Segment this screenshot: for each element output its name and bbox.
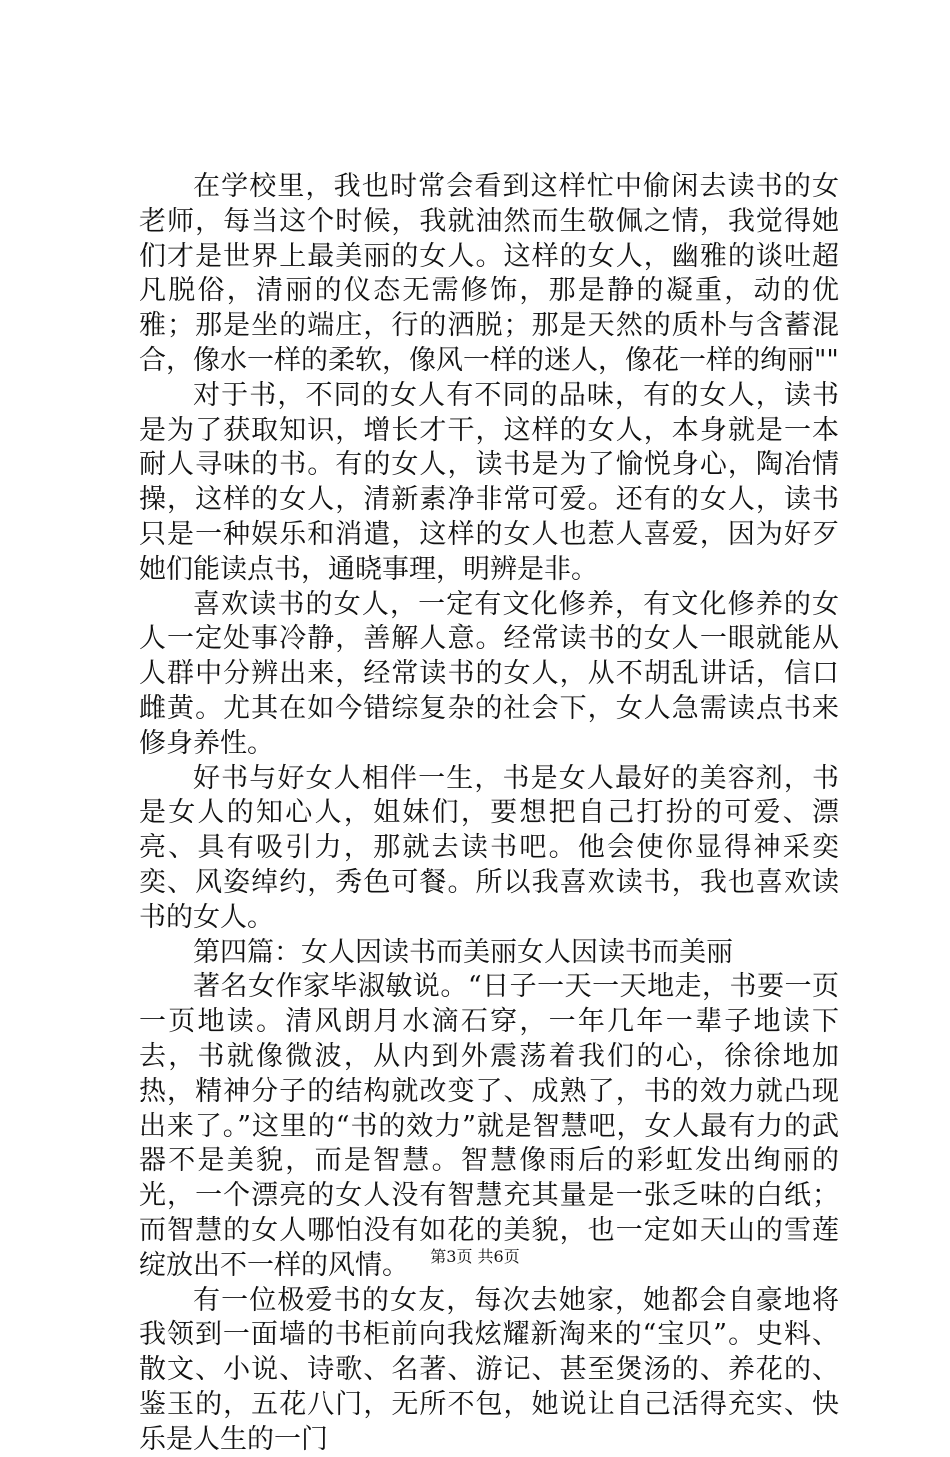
paragraph-1: 在学校里，我也时常会看到这样忙中偷闲去读书的女老师，每当这个时候，我就油然而生敬佩之情，我觉得她们才是世界上最美丽的女人。这样的女人，幽雅的谈吐超凡脱俗，清丽的仪态无需修饰，那是静的凝重，动的优雅；那是坐的端庄，行的洒脱；那是天然的质朴与含蓄混合，像水一样的柔软，像风一样的迷人，像花一样的绚丽"" (139, 170, 839, 379)
paragraph-4: 好书与好女人相伴一生，书是女人最好的美容剂，书是女人的知心人，姐妹们，要想把自己打扮的可爱、漂亮、具有吸引力，那就去读书吧。他会使你显得神采奕奕、风姿绰约，秀色可餐。所以我喜欢读书，我也喜欢读书的女人。 (139, 762, 839, 936)
paragraph-3: 喜欢读书的女人，一定有文化修养，有文化修养的女人一定处事冷静，善解人意。经常读书的女人一眼就能从人群中分辨出来，经常读书的女人，从不胡乱讲话，信口雌黄。尤其在如今错综复杂的社会下，女人急需读点书来修身养性。 (139, 588, 839, 762)
paragraph-5: 著名女作家毕淑敏说。“日子一天一天地走，书要一页一页地读。清风朗月水滴石穿，一年几年一辈子地读下去，书就像微波，从内到外震荡着我们的心，徐徐地加热，精神分子的结构就改变了、成熟了，书的效力就凸现出来了。”这里的“书的效力”就是智慧吧，女人最有力的武器不是美貌，而是智慧。智慧像雨后的彩虹发出绚丽的光，一个漂亮的女人没有智慧充其量是一张乏味的白纸；而智慧的女人哪怕没有如花的美貌，也一定如天山的雪莲绽放出不一样的风情。 (139, 970, 839, 1283)
paragraph-6: 有一位极爱书的女友，每次去她家，她都会自豪地将我领到一面墙的书柜前向我炫耀新淘来的“宝贝”。史料、散文、小说、诗歌、名著、游记、甚至煲汤的、养花的、鉴玉的，五花八门，无所不包，她说让自己活得充实、快乐是人生的一门 (139, 1284, 839, 1457)
section-heading: 第四篇：女人因读书而美丽女人因读书而美丽 (139, 936, 839, 971)
paragraph-2: 对于书，不同的女人有不同的品味，有的女人，读书是为了获取知识，增长才干，这样的女人，本身就是一本耐人寻味的书。有的女人，读书是为了愉悦身心，陶冶情操，这样的女人，清新素净非常可爱。还有的女人，读书只是一种娱乐和消遣，这样的女人也惹人喜爱，因为好歹她们能读点书，通晓事理，明辨是非。 (139, 379, 839, 588)
page-footer: 第3页 共6页 (0, 1247, 950, 1267)
